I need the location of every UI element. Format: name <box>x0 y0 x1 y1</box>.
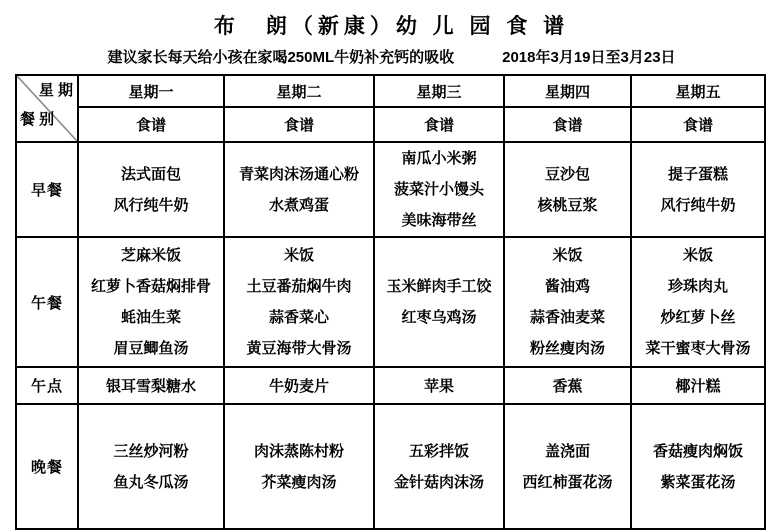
menu-header-tuesday: 食谱 <box>224 107 374 142</box>
menu-cell-breakfast-wednesday <box>374 142 504 237</box>
dinner-row <box>16 404 765 529</box>
menu-cell-dinner-friday <box>631 404 765 529</box>
corner-label-meal: 餐 别 <box>20 111 55 128</box>
menu-header-wednesday: 食谱 <box>374 107 504 142</box>
dish-item: 香菇瘦肉焖饭 <box>652 442 743 460</box>
dish-item: 金针菇肉沫汤 <box>393 473 484 491</box>
dish-item: 盖浇面 <box>544 442 590 460</box>
dish-item: 肉沫蒸陈村粉 <box>253 442 344 460</box>
menu-cell-dinner-monday <box>78 404 224 529</box>
dish-item: 苹果 <box>423 378 454 395</box>
dish-item: 玉米鲜肉手工饺 <box>386 278 492 295</box>
dish-item: 蒜香油麦菜 <box>529 309 605 326</box>
meal-label-dinner: 晚餐 <box>16 404 78 529</box>
menu-header-monday: 食谱 <box>78 107 224 142</box>
menu-cell-snack-wednesday <box>374 367 504 404</box>
day-header-thursday: 星期四 <box>504 75 631 107</box>
dish-item: 黄豆海带大骨汤 <box>246 340 352 357</box>
dish-item: 菠菜汁小馒头 <box>393 181 484 198</box>
dish-item: 风行纯牛奶 <box>660 196 736 214</box>
menu-cell-snack-tuesday <box>224 367 374 404</box>
dish-item: 酱油鸡 <box>544 278 590 295</box>
dish-item: 椰汁糕 <box>675 378 721 395</box>
dish-item: 鱼丸冬瓜汤 <box>113 473 189 491</box>
corner-label-week: 星 期 <box>38 82 73 99</box>
menu-cell-lunch-tuesday <box>224 237 374 367</box>
dish-item: 芝麻米饭 <box>120 247 181 264</box>
dish-item: 豆沙包 <box>544 165 590 183</box>
dish-item: 牛奶麦片 <box>268 378 329 395</box>
dish-item: 南瓜小米粥 <box>401 150 477 167</box>
dish-item: 红萝卜香菇焖排骨 <box>90 278 211 295</box>
afternoon-snack-row <box>16 367 765 404</box>
day-header-monday: 星期一 <box>78 75 224 107</box>
dish-item: 法式面包 <box>120 165 181 183</box>
dish-item: 美味海带丝 <box>401 212 477 229</box>
dish-item: 珍珠肉丸 <box>667 278 728 295</box>
meal-label-lunch: 午餐 <box>16 237 78 367</box>
menu-header-thursday: 食谱 <box>504 107 631 142</box>
corner-cell <box>16 75 78 142</box>
dish-item: 银耳雪梨糖水 <box>105 378 196 395</box>
dish-item: 五彩拌饭 <box>408 442 469 460</box>
dish-item: 提子蛋糕 <box>667 165 728 183</box>
dish-item: 米饭 <box>682 247 713 264</box>
dish-item: 紫菜蛋花汤 <box>660 473 736 491</box>
dish-item: 眉豆鲫鱼汤 <box>113 340 189 357</box>
dish-item: 青菜肉沫汤通心粉 <box>238 165 359 183</box>
menu-cell-lunch-monday <box>78 237 224 367</box>
dish-item: 土豆番茄焖牛肉 <box>246 278 352 295</box>
menu-cell-lunch-thursday <box>504 237 631 367</box>
dish-item: 蒜香菜心 <box>268 309 329 326</box>
dish-item: 蚝油生菜 <box>120 309 181 326</box>
menu-header-row <box>16 107 765 142</box>
dish-item: 核桃豆浆 <box>537 196 598 214</box>
dish-item: 水煮鸡蛋 <box>268 196 329 214</box>
page-title: 布 朗（新康）幼 儿 园 食 谱 <box>213 15 570 38</box>
menu-header-friday: 食谱 <box>631 107 765 142</box>
subtitle-row <box>0 46 783 67</box>
dish-item: 风行纯牛奶 <box>113 196 189 214</box>
dish-item: 芥菜瘦肉汤 <box>261 473 337 491</box>
menu-cell-dinner-wednesday <box>374 404 504 529</box>
lunch-row <box>16 237 765 367</box>
dish-item: 香蕉 <box>552 378 583 395</box>
meal-label-snack: 午点 <box>16 367 78 404</box>
dish-item: 菜干蜜枣大骨汤 <box>645 340 751 357</box>
day-header-friday: 星期五 <box>631 75 765 107</box>
dish-item: 西红柿蛋花汤 <box>522 473 613 491</box>
menu-cell-breakfast-tuesday <box>224 142 374 237</box>
dish-item: 米饭 <box>552 247 583 264</box>
menu-table <box>15 74 766 530</box>
menu-cell-breakfast-friday <box>631 142 765 237</box>
menu-cell-dinner-thursday <box>504 404 631 529</box>
menu-cell-breakfast-thursday <box>504 142 631 237</box>
meal-label-breakfast: 早餐 <box>16 142 78 237</box>
day-header-row <box>16 75 765 107</box>
day-header-wednesday: 星期三 <box>374 75 504 107</box>
breakfast-row <box>16 142 765 237</box>
dish-item: 炒红萝卜丝 <box>660 309 736 326</box>
menu-cell-snack-monday <box>78 367 224 404</box>
date-range: 2018年3月19日至3月23日 <box>502 49 676 66</box>
menu-cell-breakfast-monday <box>78 142 224 237</box>
menu-cell-lunch-friday <box>631 237 765 367</box>
dish-item: 三丝炒河粉 <box>113 442 189 460</box>
dish-item: 米饭 <box>283 247 314 264</box>
menu-cell-snack-friday <box>631 367 765 404</box>
day-header-tuesday: 星期二 <box>224 75 374 107</box>
dish-item: 粉丝瘦肉汤 <box>529 340 605 357</box>
milk-advice-text: 建议家长每天给小孩在家喝250ML牛奶补充钙的吸收 <box>107 49 455 66</box>
menu-cell-dinner-tuesday <box>224 404 374 529</box>
menu-cell-snack-thursday <box>504 367 631 404</box>
dish-item: 红枣乌鸡汤 <box>401 309 477 326</box>
menu-cell-lunch-wednesday <box>374 237 504 367</box>
